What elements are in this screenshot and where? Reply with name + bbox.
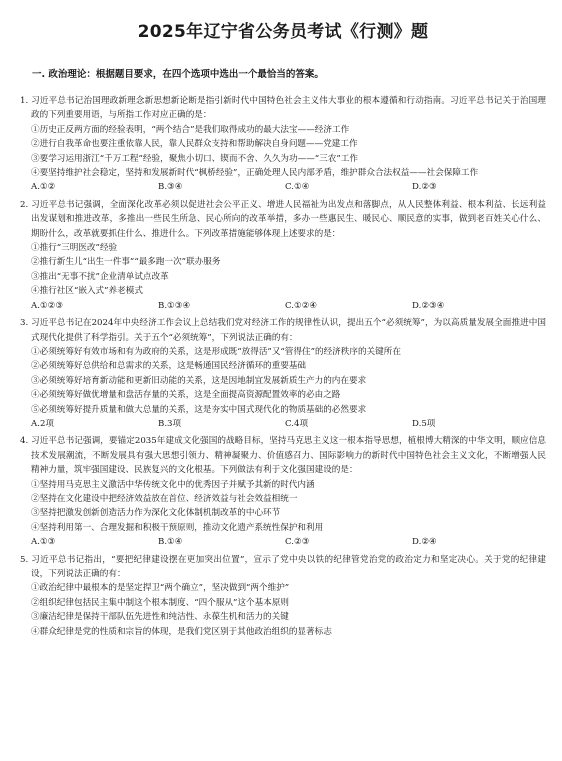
statement-item: ②坚持在文化建设中把经济效益放在首位、经济效益与社会效益相统一 xyxy=(31,493,298,504)
statement-item: ③推出“无事不扰”企业清单试点改革 xyxy=(31,271,169,282)
question-stem-text: 习近平总书记强调，要锚定2035年建成文化强国的战略目标，坚持马克思主义这一根本指导思想，植根博大精深的中华文明，顺应信息技术发展潮流，不断发展具有强大思想引领力、精神凝聚力、价值感召力、国际影响力的新时代中国特色社会主义文化，不断增强人民精神力量，筑牢强国建设、民族复兴的文化根基。下列做法有利于文化强国建设的是： xyxy=(31,436,546,476)
answer-choice[interactable]: D.5项 xyxy=(412,418,436,429)
statement-item: ②进行自我革命也要注重依靠人民，靠人民群众支持和帮助解决自身问题——党建工作 xyxy=(31,139,358,150)
statement-item: ②必须统筹好总供给和总需求的关系，这是畅通国民经济循环的重要基础 xyxy=(31,361,307,372)
question-2 xyxy=(20,198,546,313)
question-stem xyxy=(20,434,546,477)
answer-choice[interactable]: C.②③ xyxy=(285,537,310,548)
question-3 xyxy=(20,316,546,431)
question-list xyxy=(20,94,546,639)
question-number: 4. xyxy=(20,436,29,447)
question-stem-text: 习近平总书记在2024年中央经济工作会议上总结我们党对经济工作的规律性认识，提出五个“必须统筹”，为以高质量发展全面推进中国式现代化提供了科学指引。关于五个“必须统筹”，下列说法正确的有： xyxy=(31,318,546,343)
answer-choice[interactable]: A.①②③ xyxy=(31,300,64,311)
statement-item: ③坚持把激发创新创造活力作为深化文化体制机制改革的中心环节 xyxy=(31,508,281,519)
question-stem xyxy=(20,553,546,582)
question-stem xyxy=(20,198,546,241)
question-5 xyxy=(20,553,546,639)
statement-item: ③要学习运用浙江“千万工程”经验，聚焦小切口、锲而不舍、久久为功——“三农”工作 xyxy=(31,153,358,164)
statement-item: ①推行“三明医改”经验 xyxy=(31,243,118,254)
statement-item: ⑤必须统筹好提升质量和做大总量的关系，这是夯实中国式现代化的物质基础的必然要求 xyxy=(31,404,367,415)
answer-choice[interactable]: D.②③④ xyxy=(412,300,445,311)
page-title: 2025年辽宁省公务员考试《行测》题 xyxy=(137,22,429,42)
section-heading: 一. 政治理论：根据题目要求，在四个选项中选出一个最恰当的答案。 xyxy=(32,69,324,80)
question-stem-text: 习近平总书记治国理政新理念新思想新论断是指引新时代中国特色社会主义伟大事业的根本遵循和行动指南。习近平总书记关于治国理政的下列重要用语，与所指工作对应正确的是： xyxy=(31,96,546,121)
answer-choice[interactable]: C.①②④ xyxy=(285,300,318,311)
statement-item: ①政治纪律中最根本的是坚定捍卫“两个确立”，坚决做到“两个维护” xyxy=(31,583,290,594)
statement-item: ④要坚持维护社会稳定，坚持和发展新时代“枫桥经验”，正确处理人民内部矛盾，维护群众合法权益——社会保障工作 xyxy=(31,168,479,179)
statement-item: ②推行新生儿“出生一件事”“最多跑一次”联办服务 xyxy=(31,257,221,268)
answer-choice[interactable]: D.②③ xyxy=(412,182,437,193)
question-number: 5. xyxy=(20,554,29,565)
answer-choice[interactable]: A.2项 xyxy=(31,418,54,429)
question-stem xyxy=(20,316,546,345)
answer-choice[interactable]: A.①③ xyxy=(31,537,56,548)
statement-item: ②组织纪律包括民主集中制这个根本制度、“四个服从”这个基本原则 xyxy=(31,597,290,608)
answer-choice[interactable]: B.③④ xyxy=(158,182,183,193)
statement-item: ①必须统筹好有效市场和有为政府的关系，这是形成既“放得活”又“管得住”的经济秩序的关键所在 xyxy=(31,346,401,357)
answer-choice[interactable]: B.①④ xyxy=(158,537,183,548)
answer-choices xyxy=(20,180,546,194)
question-number: 2. xyxy=(20,199,29,210)
question-stem xyxy=(20,94,546,123)
statement-item: ④必须统筹好做优增量和盘活存量的关系，这是全面提高资源配置效率的必由之路 xyxy=(31,390,341,401)
statement-item: ④群众纪律是党的性质和宗旨的体现，是我们党区别于其他政治组织的显著标志 xyxy=(31,626,332,637)
statement-item: ①历史正反两方面的经验表明，“两个结合”是我们取得成功的最大法宝——经济工作 xyxy=(31,124,350,135)
statement-item: ④推行社区“嵌入式”养老模式 xyxy=(31,286,143,297)
question-number: 1. xyxy=(20,96,29,106)
answer-choice[interactable]: B.3项 xyxy=(158,418,182,429)
question-4 xyxy=(20,434,546,549)
answer-choices xyxy=(20,417,546,431)
question-stem-text: 习近平总书记强调，全面深化改革必须以促进社会公平正义、增进人民福祉为出发点和落脚点，从人民整体利益、根本利益、长远利益出发谋划和推进改革，多推出一些民生所急、民心所向的改革举措，多办一些惠民生、暖民心、顺民意的实事，做到老百姓关心什么、期盼什么，改革就要抓住什么、推进什么。下列改革措施能够体现上述要求的是： xyxy=(31,199,546,239)
answer-choice[interactable]: C.4项 xyxy=(285,418,309,429)
statement-item: ④坚持利用第一、合理发掘和积极干预原则，推动文化遗产系统性保护和利用 xyxy=(31,522,324,533)
answer-choice[interactable]: C.①④ xyxy=(285,182,310,193)
question-stem-text: 习近平总书记指出，“要把纪律建设摆在更加突出位置”，宣示了党中央以铁的纪律管党治党的政治定力和坚定决心。关于党的纪律建设，下列说法正确的有： xyxy=(31,554,546,579)
answer-choices xyxy=(20,299,546,313)
answer-choice[interactable]: A.①② xyxy=(31,182,56,193)
answer-choice[interactable]: B.①③④ xyxy=(158,300,191,311)
statement-item: ③廉洁纪律是保持干部队伍先进性和纯洁性、永葆生机和活力的关键 xyxy=(31,612,289,623)
answer-choices xyxy=(20,535,546,549)
question-number: 3. xyxy=(20,318,29,329)
statement-item: ①坚持用马克思主义激活中华传统文化中的优秀因子并赋予其新的时代内涵 xyxy=(31,479,315,490)
answer-choice[interactable]: D.②④ xyxy=(412,537,437,548)
question-1 xyxy=(20,94,546,195)
statement-item: ③必须统筹好培育新动能和更新旧动能的关系，这是因地制宜发展新质生产力的内在要求 xyxy=(31,375,367,386)
